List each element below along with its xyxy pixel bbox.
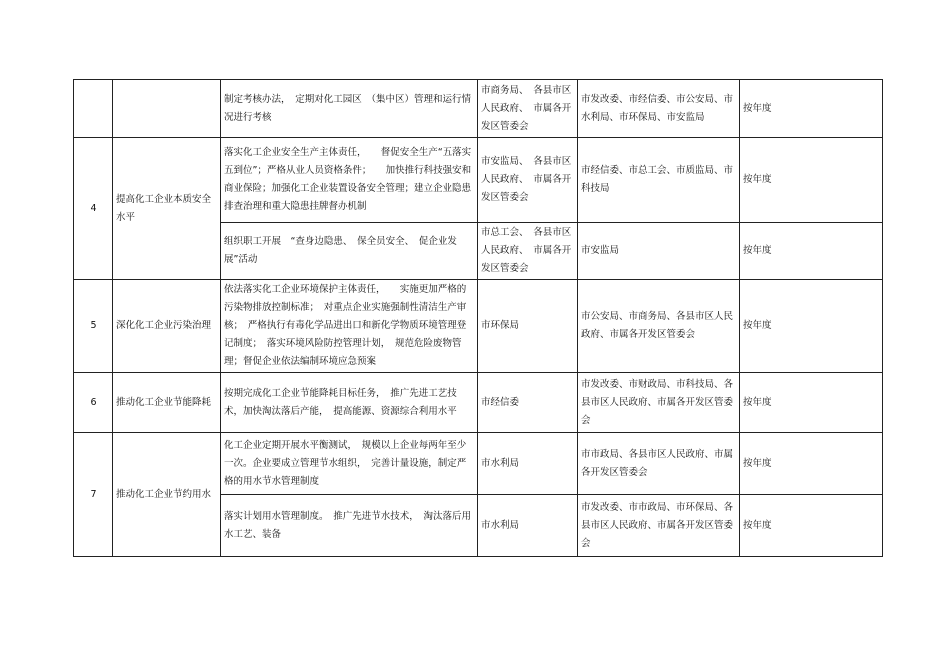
- row-number: 6: [74, 373, 113, 433]
- task-table: [73, 79, 883, 557]
- partner-dept-cell: 市发改委、市市政局、市环保局、各县市区人民政府、市属各开发区管委会: [578, 495, 740, 557]
- measure-cell: 按期完成化工企业节能降耗目标任务， 推广先进工艺技术，加快淘汰落后产能， 提高能源、资源综合利用水平: [221, 373, 478, 433]
- row-number: 5: [74, 280, 113, 373]
- task-name: 提高化工企业本质安全水平: [113, 138, 221, 280]
- period-cell: 按年度: [740, 280, 883, 373]
- measure-cell: 依法落实化工企业环境保护主体责任， 实施更加严格的污染物排放控制标准； 对重点企业实施强制性清洁生产审核； 严格执行有毒化学品进出口和新化学物质环境管理登记制度； 落实环境风险防控管理计划， 规范危险废物管理；督促企业依法编制环境应急预案: [221, 280, 478, 373]
- lead-dept-cell: 市经信委: [478, 373, 578, 433]
- lead-dept-cell: 市总工会、 各县市区人民政府、 市属各开发区管委会: [478, 223, 578, 280]
- measure-cell: 落实计划用水管理制度。 推广先进节水技术， 淘汰落后用水工艺、装备: [221, 495, 478, 557]
- partner-dept-cell: 市安监局: [578, 223, 740, 280]
- table-row: [74, 373, 883, 433]
- measure-cell: 落实化工企业安全生产主体责任， 督促安全生产“五落实五到位”；严格从业人员资格条件； 加快推行科技强安和商业保险；加强化工企业装置设备安全管理；建立企业隐患排查治理和重大隐患挂牌督办机制: [221, 138, 478, 223]
- period-cell: 按年度: [740, 223, 883, 280]
- lead-dept-cell: 市安监局、 各县市区人民政府、 市属各开发区管委会: [478, 138, 578, 223]
- period-cell: 按年度: [740, 373, 883, 433]
- measure-cell: 制定考核办法， 定期对化工园区 （集中区）管理和运行情况进行考核: [221, 80, 478, 138]
- measure-cell: 化工企业定期开展水平衡测试， 规模以上企业每两年至少一次。企业要成立管理节水组织， 完善计量设施，制定严格的用水节水管理制度: [221, 433, 478, 495]
- task-name: 推动化工企业节能降耗: [113, 373, 221, 433]
- period-cell: 按年度: [740, 80, 883, 138]
- task-name: 深化化工企业污染治理: [113, 280, 221, 373]
- lead-dept-cell: 市环保局: [478, 280, 578, 373]
- partner-dept-cell: 市公安局、市商务局、各县市区人民政府、市属各开发区管委会: [578, 280, 740, 373]
- row-number: 4: [74, 138, 113, 280]
- lead-dept-cell: 市水利局: [478, 433, 578, 495]
- task-name: [113, 80, 221, 138]
- partner-dept-cell: 市经信委、市总工会、市质监局、市科技局: [578, 138, 740, 223]
- table-row: [74, 433, 883, 495]
- lead-dept-cell: 市商务局、 各县市区人民政府、 市属各开发区管委会: [478, 80, 578, 138]
- period-cell: 按年度: [740, 433, 883, 495]
- period-cell: 按年度: [740, 495, 883, 557]
- partner-dept-cell: 市发改委、市财政局、市科技局、各县市区人民政府、市属各开发区管委会: [578, 373, 740, 433]
- period-cell: 按年度: [740, 138, 883, 223]
- measure-cell: 组织职工开展 “查身边隐患、 保全员安全、 促企业发展”活动: [221, 223, 478, 280]
- partner-dept-cell: 市市政局、各县市区人民政府、市属各开发区管委会: [578, 433, 740, 495]
- task-name: 推动化工企业节约用水: [113, 433, 221, 557]
- lead-dept-cell: 市水利局: [478, 495, 578, 557]
- row-number: 7: [74, 433, 113, 557]
- table-row: [74, 80, 883, 138]
- table-row: [74, 280, 883, 373]
- partner-dept-cell: 市发改委、市经信委、市公安局、市水利局、市环保局、市安监局: [578, 80, 740, 138]
- row-number: [74, 80, 113, 138]
- table-row: [74, 138, 883, 223]
